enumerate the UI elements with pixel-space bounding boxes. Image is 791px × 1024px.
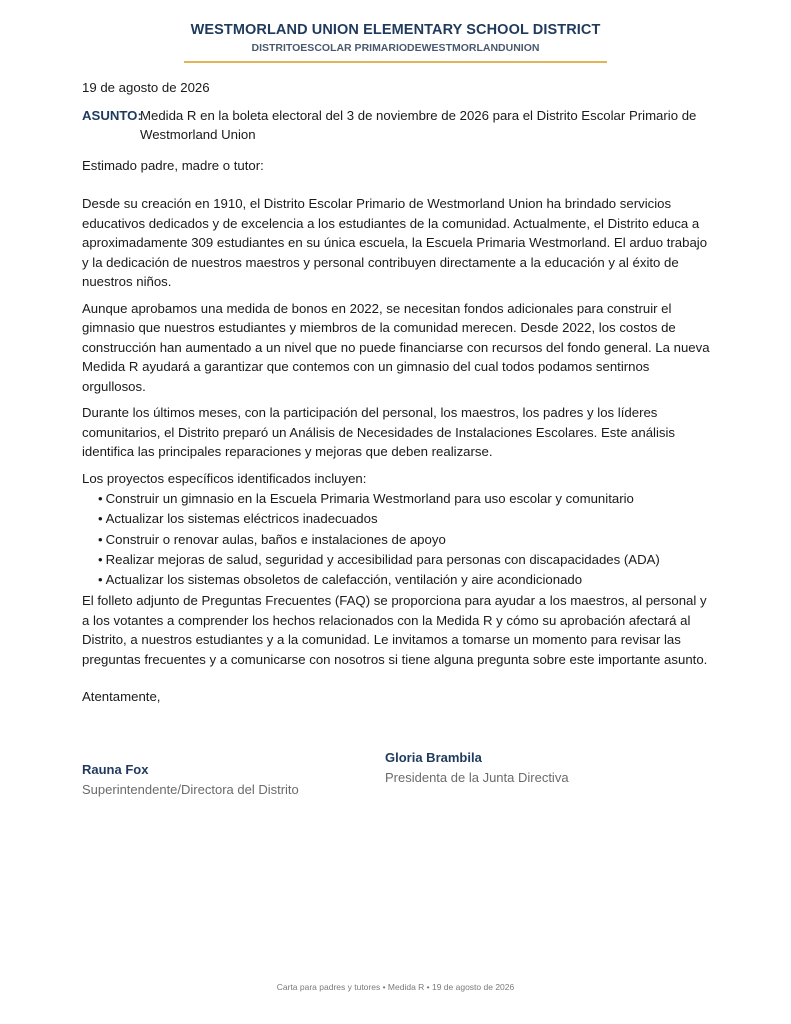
header-divider [184,61,607,63]
bullet-icon: • [98,511,103,527]
bullet-icon: • [98,491,103,506]
paragraph-analysis: Durante los últimos meses, con la participación del personal, los maestros, los padres y los líderes comunitarios, el Distrito preparó un Análisis de Necesidades de Instalaciones Escolares. Este análisis identifica las principales reparaciones y mejoras que deben realizarse. [82,405,676,459]
project-text: Actualizar los sistemas eléctricos inadecuados [105,511,378,527]
project-text: Actualizar los sistemas obsoletos de calefacción, ventilación y aire acondicionado [105,572,583,588]
subject-text: Medida R en la boleta electoral del 3 de noviembre de 2026 para el Distrito Escolar Primario de Westmorland Union [140,107,697,142]
page-footer: Carta para padres y tutores • Medida R • 19 de agosto de 2026 [276,982,515,992]
list-item [98,570,714,590]
bullet-icon: • [98,531,103,547]
district-name-english: WESTMORLAND UNION ELEMENTARY SCHOOL DISTRICT [190,22,601,38]
greeting: Estimado padre, madre o tutor: [82,157,264,173]
bullet-icon: • [98,551,103,567]
paragraph-history: Desde su creación en 1910, el Distrito Escolar Primario de Westmorland Union ha brindado servicios educativos dedicados y de excelencia a los estudiantes de la comunidad. Actualmente, el Distrito educa a aproximadamente 309 estudiantes en su única escuela, la Escuela Primaria Westmorland. El arduo trabajo y la dedicación de nuestros maestros y personal contribuyen directamente a la educación y al éxito de nuestros niños. [82,196,708,289]
signature-superintendent [82,760,299,800]
closing: Atentamente, [82,689,161,705]
list-item [98,530,714,550]
project-text: Construir un gimnasio en la Escuela Primaria Westmorland para uso escolar y comunitario [105,491,634,506]
list-item [98,509,714,529]
district-name-spanish: DISTRITOESCOLAR PRIMARIODEWESTMORLANDUNION [251,42,540,54]
projects-list [82,489,714,590]
letterhead [0,20,791,56]
signature-board-president [385,748,569,788]
bullet-icon: • [98,572,103,588]
subject-line [82,106,714,145]
signer-title: Superintendente/Directora del Distrito [82,782,299,797]
list-item [98,489,714,509]
paragraph-funding: Aunque aprobamos una medida de bonos en 2022, se necesitan fondos adicionales para construir el gimnasio que nuestros estudiantes y miembros de la comunidad merecen. Desde 2022, los costos de construcción han aumentado a un nivel que no puede financiarse con recursos del fondo general. La nueva Medida R ayudará a garantizar que contemos con un gimnasio del cual todos podamos sentirnos orgullosos. [82,300,710,394]
subject-label: ASUNTO: [82,107,142,123]
project-text: Realizar mejoras de salud, seguridad y accesibilidad para personas con discapacidades (ADA) [105,551,660,567]
paragraph-faq: El folleto adjunto de Preguntas Frecuentes (FAQ) se proporciona para ayudar a los maestros, al personal y a los votantes a comprender los hechos relacionados con la Medida R y cómo su aprobación afectará al Distrito, a nuestros estudiantes y a la comunidad. Le invitamos a tomarse un momento para revisar las preguntas frecuentes y a comunicarse con nosotros si tiene alguna pregunta sobre este importante asunto. [82,593,708,667]
signer-title: Presidenta de la Junta Directiva [385,770,569,785]
signer-name: Gloria Brambila [385,750,482,765]
letter-date: 19 de agosto de 2026 [82,80,210,95]
list-item [98,550,714,570]
projects-intro: Los proyectos específicos identificados incluyen: [82,470,367,486]
signer-name: Rauna Fox [82,762,149,777]
letter-body [82,78,714,707]
project-text: Construir o renovar aulas, baños e instalaciones de apoyo [105,531,446,547]
